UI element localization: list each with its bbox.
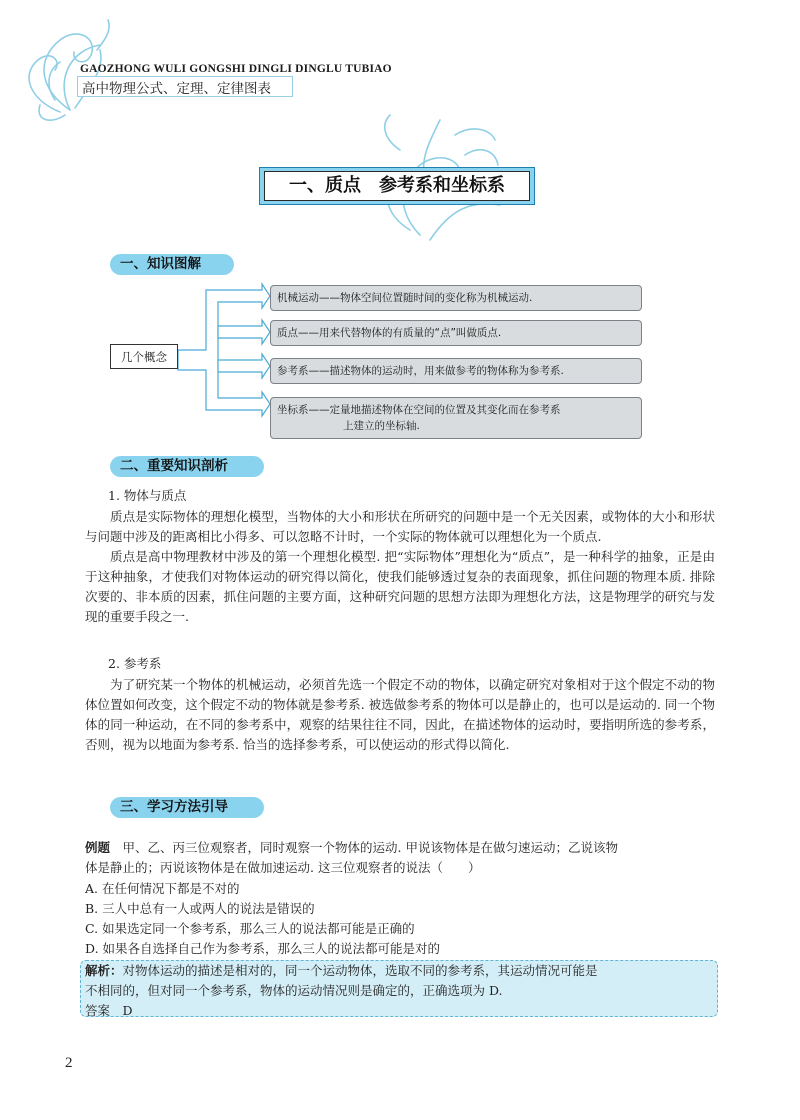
option-a: A. 在任何情况下都是不对的 — [85, 881, 240, 896]
concept-item-text: 质点——用来代替物体的有质量的“点”叫做质点. — [277, 327, 502, 339]
concept-item — [270, 397, 642, 439]
chapter-title: 一、质点 参考系和坐标系 — [264, 171, 530, 201]
example-label: 例题 — [85, 840, 111, 855]
section-heading-analysis: 二、重要知识剖析 — [110, 456, 264, 477]
analysis-subheading: 1. 物体与质点 — [108, 488, 187, 503]
paragraph-text: 质点是高中物理教材中涉及的第一个理想化模型. 把“实际物体”理想化为“质点”，是一种科学的抽象，正是由于这种抽象，才使我们对物体运动的研究得以简化，使我们能够透过复杂的表面现象，抓住问题的物理本质. 排除次要的、非本质的因素，抓住问题的主要方面，这种研究问题的思想方法即为理想化方法，这是物理学的研究与发现的重要手段之一. — [85, 549, 715, 624]
analysis-paragraph — [85, 507, 715, 627]
paragraph-text: 为了研究某一个物体的机械运动，必须首先选一个假定不动的物体，以确定研究对象相对于这个假定不动的物体位置如何改变，这个假定不动的物体就是参考系. 被选做参考系的物体可以是静止的，也可以是运动的. 同一个物体的同一种运动，在不同的参考系中，观察的结果往往不同，因此，在描述物体的运动时，要指明所选的参考系，否则，视为以地面为参考系. 恰当的选择参考系，可以使运动的形式得以简化. — [85, 677, 715, 752]
solution-line: 对物体运动的描述是相对的，同一个运动物体，选取不同的参考系，其运动情况可能是 — [122, 963, 598, 978]
header-flourish-icon — [0, 0, 800, 260]
concept-item — [270, 358, 642, 384]
example-stem-text: 甲、乙、丙三位观察者，同时观察一个物体的运动. 甲说该物体是在做匀速运动；乙说该物 — [110, 840, 618, 855]
solution-text — [85, 961, 713, 1021]
concept-item-text: 坐标系——定量地描述物体在空间的位置及其变化而在参考系 — [277, 404, 561, 416]
concept-item-text: 参考系——描述物体的运动时，用来做参考的物体称为参考系. — [277, 365, 564, 377]
header-title-cn: 高中物理公式、定理、定律图表 — [82, 81, 271, 97]
example-stem — [85, 838, 715, 858]
concept-map-connectors — [170, 280, 280, 440]
header-title-en: GAOZHONG WULI GONGSHI DINGLI DINGLU TUBIAO — [80, 63, 392, 75]
analysis-paragraph — [85, 675, 715, 755]
concept-root: 几个概念 — [110, 344, 178, 369]
concept-item — [270, 285, 642, 311]
example-stem-cont: 体是静止的；丙说该物体是在做加速运动. 这三位观察者的说法（ ） — [85, 860, 481, 875]
answer-value: D — [122, 1003, 133, 1018]
option-d: D. 如果各自选择自己作为参考系，那么三人的说法都可能是对的 — [85, 941, 441, 956]
section-heading-knowledge-map: 一、知识图解 — [110, 254, 234, 275]
page-number: 2 — [65, 1055, 73, 1071]
solution-line: 不相同的，但对同一个参考系，物体的运动情况则是确定的，正确选项为 D. — [85, 983, 503, 998]
solution-label: 解析： — [85, 963, 123, 978]
option-c: C. 如果选定同一个参考系，那么三人的说法都可能是正确的 — [85, 921, 415, 936]
analysis-subheading: 2. 参考系 — [108, 656, 162, 671]
answer-label: 答案 — [85, 1003, 111, 1018]
concept-item-text: 机械运动——物体空间位置随时间的变化称为机械运动. — [277, 292, 533, 304]
concept-item — [270, 320, 642, 346]
section-heading-method: 三、学习方法引导 — [110, 797, 264, 818]
concept-item-text-cont: 上建立的坐标轴. — [343, 420, 420, 432]
option-b: B. 三人中总有一人或两人的说法是错误的 — [85, 901, 315, 916]
paragraph-text: 质点是实际物体的理想化模型，当物体的大小和形状在所研究的问题中是一个无关因素，或物体的大小和形状与问题中涉及的距离相比小得多、可以忽略不计时，一个实际的物体就可以理想化为一个质点. — [85, 509, 715, 544]
